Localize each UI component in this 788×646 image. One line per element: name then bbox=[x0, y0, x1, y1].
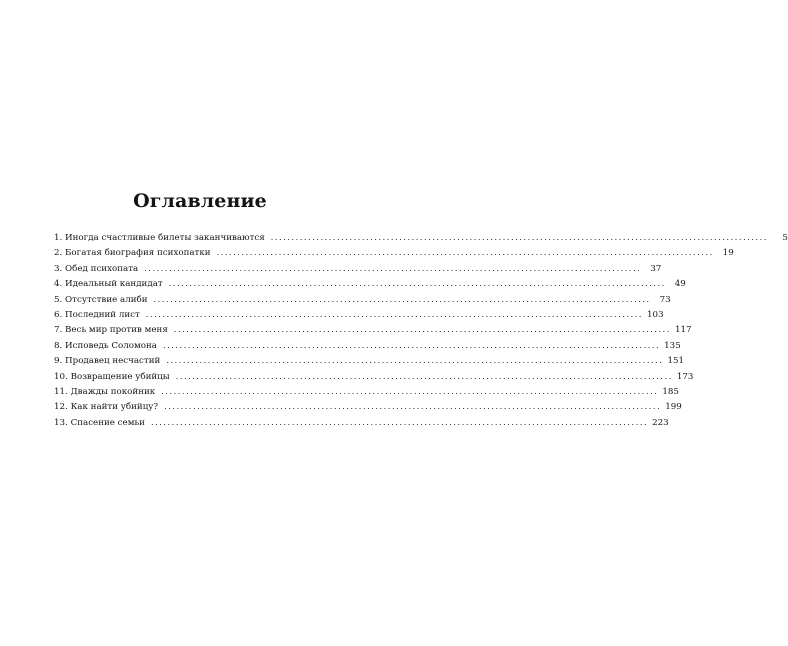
toc-entry[interactable] bbox=[54, 248, 734, 263]
page-title: Оглавление bbox=[133, 190, 267, 212]
toc-entry-page: 135 bbox=[664, 340, 681, 351]
toc-entry[interactable] bbox=[54, 371, 694, 387]
toc-entry-title: 6. Последний лист bbox=[54, 309, 140, 320]
toc-entry-page: 37 bbox=[650, 263, 662, 274]
dot-leader: ........................................................................................................................ bbox=[162, 340, 661, 350]
toc-entry[interactable] bbox=[54, 263, 662, 279]
dot-leader: ........................................................................................................................ bbox=[144, 263, 642, 273]
dot-leader: ........................................................................................................................ bbox=[161, 386, 659, 396]
toc-entry[interactable] bbox=[54, 340, 681, 356]
toc-entry-page: 151 bbox=[667, 356, 685, 367]
toc-entry[interactable] bbox=[54, 325, 692, 340]
toc-entry-page: 19 bbox=[722, 248, 734, 259]
toc-entry[interactable] bbox=[54, 356, 685, 371]
dot-leader: ........................................................................................................................ bbox=[175, 371, 673, 381]
toc-entry-title: 7. Весь мир против меня bbox=[54, 325, 168, 336]
toc-entry-page: 199 bbox=[665, 402, 682, 413]
toc-entry[interactable] bbox=[54, 309, 664, 325]
dot-leader: ........................................................................................................................ bbox=[153, 294, 651, 304]
dot-leader: ........................................................................................................................ bbox=[270, 233, 768, 242]
toc-entry[interactable] bbox=[54, 386, 679, 402]
toc-entry-title: 10. Возвращение убийцы bbox=[54, 371, 170, 382]
dot-leader: ........................................................................................................................ bbox=[168, 279, 666, 289]
dot-leader: ........................................................................................................................ bbox=[173, 325, 671, 335]
toc-entry[interactable] bbox=[54, 294, 671, 310]
table-of-contents bbox=[54, 233, 788, 433]
dot-leader: ........................................................................................................................ bbox=[164, 402, 662, 412]
toc-entry-title: 8. Исповедь Соломона bbox=[54, 340, 157, 351]
toc-entry[interactable] bbox=[54, 402, 682, 417]
toc-entry-title: 5. Отсутствие алиби bbox=[54, 294, 148, 305]
dot-leader: ........................................................................................................................ bbox=[216, 248, 714, 258]
toc-entry-title: 1. Иногда счастливые билеты заканчиваются bbox=[54, 233, 265, 243]
toc-entry[interactable] bbox=[54, 233, 788, 248]
toc-entry-title: 9. Продавец несчастий bbox=[54, 356, 161, 367]
toc-entry-page: 173 bbox=[676, 371, 694, 382]
toc-entry-page: 103 bbox=[647, 309, 664, 320]
toc-entry-title: 4. Идеальный кандидат bbox=[54, 279, 163, 290]
dot-leader: ........................................................................................................................ bbox=[166, 356, 664, 366]
toc-entry-page: 185 bbox=[662, 386, 679, 397]
toc-entry-title: 2. Богатая биография психопатки bbox=[54, 248, 211, 259]
toc-entry-page: 5 bbox=[782, 233, 788, 243]
toc-entry-title: 11. Дважды покойник bbox=[54, 386, 156, 397]
toc-entry-page: 49 bbox=[674, 279, 686, 290]
toc-entry-title: 13. Спасение семьи bbox=[54, 417, 145, 428]
toc-entry-title: 12. Как найти убийцу? bbox=[54, 402, 159, 413]
toc-entry-title: 3. Обед психопата bbox=[54, 263, 139, 274]
dot-leader: ........................................................................................................................ bbox=[150, 417, 649, 427]
toc-entry[interactable] bbox=[54, 417, 669, 433]
toc-entry-page: 73 bbox=[659, 294, 671, 305]
toc-entry-page: 117 bbox=[674, 325, 692, 336]
toc-entry[interactable] bbox=[54, 279, 686, 294]
dot-leader: ........................................................................................................................ bbox=[145, 309, 644, 319]
toc-entry-page: 223 bbox=[652, 417, 669, 428]
